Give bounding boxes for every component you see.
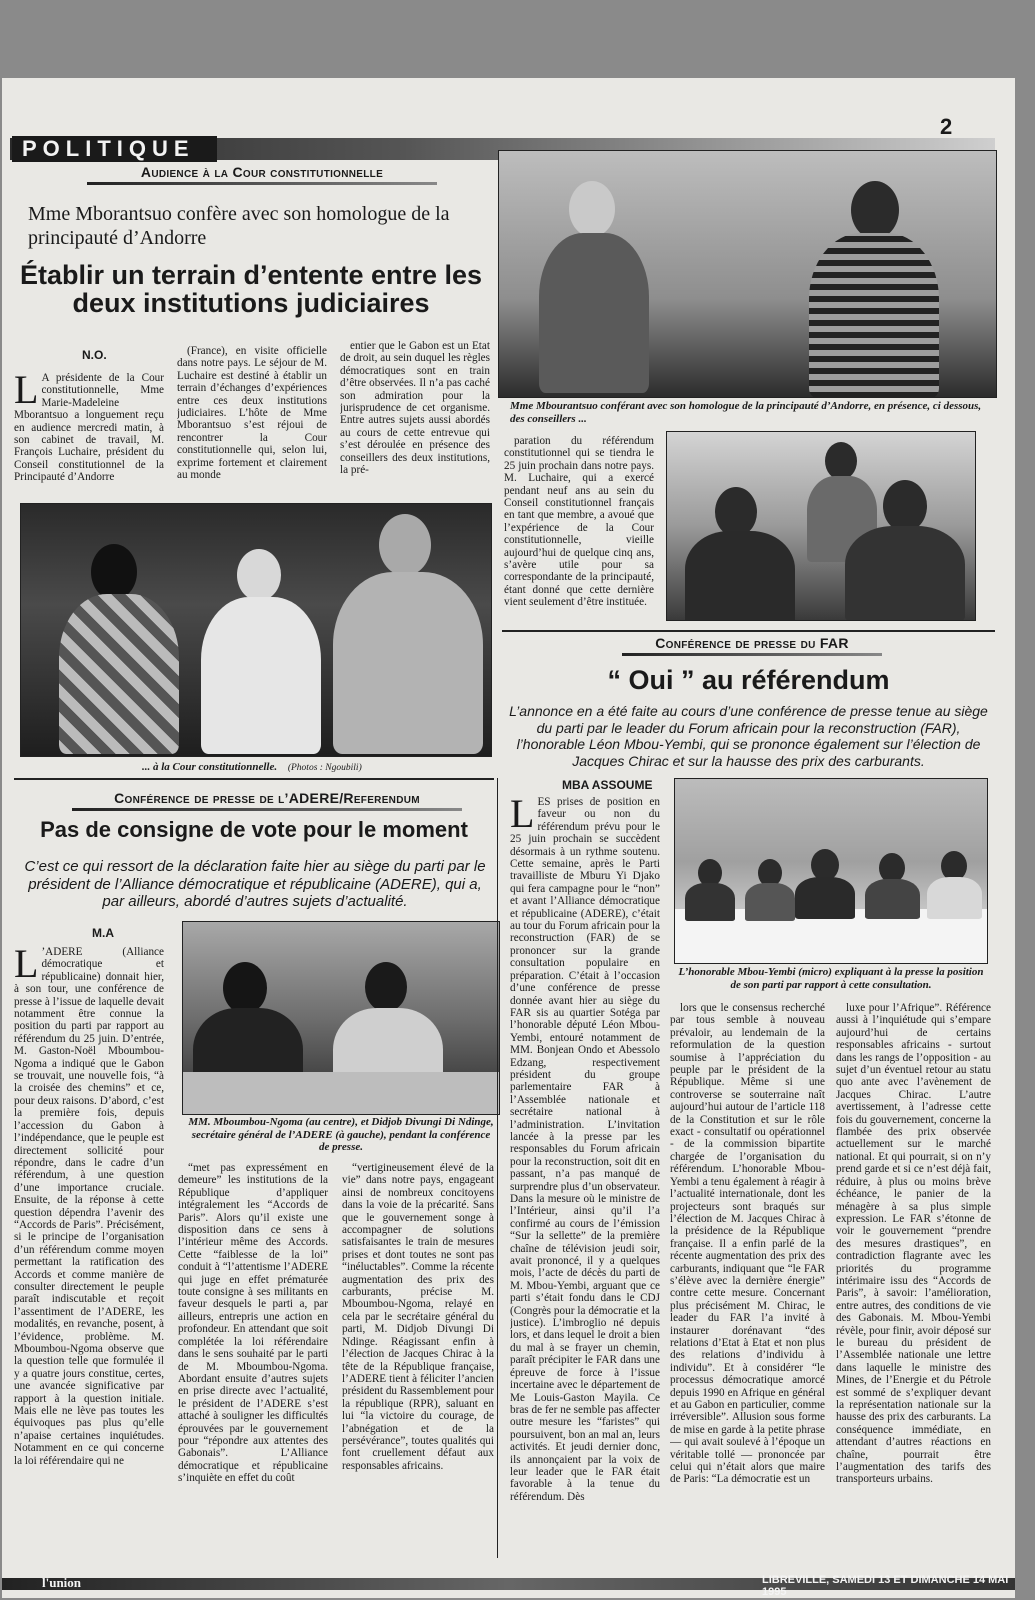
article1-subhead: Mme Mborantsuo confère avec son homologue de la principauté d’Andorre	[28, 203, 450, 249]
article3-kicker-rule	[622, 653, 882, 656]
article1-col3-text: entier que le Gabon est un Etat de droit, au sein duquel les règles démocratiques sont en train d’être observées. Il n’a pas caché son admiration pour la jurisprudence de cet organisme. Entre autres sujets aussi abordés au cours de cette entrevue qui s’est déroulée en présence des conseillers des deux institutions, la pré-	[340, 340, 490, 477]
photo1-caption: Mme Mbourantsuo conférant avec son homologue de la principauté d’Andorre, en présence, ci dessous, des conseillers ...	[510, 400, 982, 425]
person-far-1	[685, 859, 735, 919]
article3-col3	[836, 1002, 991, 1556]
article2-headline: Pas de consigne de vote pour le moment	[40, 817, 468, 842]
person-luchaire	[539, 181, 649, 391]
article2-col3-text: “vertigineusement élevé de la vie” dans notre pays, engageant ainsi de nombreux concitoyens dans la voie de la précarité. Sans que le gouvernement songe à accompagner de solutions satisfaisantes le train de mesures prises et dont toutes ne sont pas “inéluctables”. Comme la récente augmentation des prix des carburants, précise M. Mboumbou-Ngoma, relayé en cela par le secrétaire général du parti, M. Didjob Divungi Di Ndinge. Réagissant enfin à l’élection de Jacques Chirac à la tête de la République française, l’ADERE tient à féliciter l’ancien président du Rassemblement pour la république (RPR), saluant en lui “la victoire du courage, de l’abnégation et de la persévérance”, toutes qualités qui font cruellement défaut aux responsables africains.	[342, 1162, 494, 1472]
person-mborantsuo	[809, 181, 939, 396]
article3-col1-text: ES prises de position en faveur ou non du référendum prévu pour le 25 juin prochain se succèdent désormais à un rythme soutenu. Cette semaine, après le Parti travailliste de Mburu Yi Djako qui fera campagne pour le “non” et avant l’Alliance démocratique et républicaine (ADERE), c’était au tour du Forum africain pour la reconstruction (FAR) de se prononcer sur la grande consultation populaire en préparation. C’était à l’occasion d’une conférence de presse donnée avant hier au siège du FAR sis au quartier Sotéga par l’honorable député Léon Mbou-Yembi, entouré notamment de MM. Bonjean Ondo et Abessolo Edzang, respectivement président du groupe parlementaire FAR à l’Assemblée nationale et secrétaire national à l’administration. L’invitation lancée à la presse par les responsables du Forum africain pour la reconstruction, soit dit en passant, n’a pas manqué de surprendre plus d’un observateur. Dans la mesure où le ministre de l’Intérieur, ainsi qu’il l’a confirmé au cours de l’émission “Sur la sellette” de la première chaîne de télévision jeudi soir, avait prononcé, il y a quelques mois, l’acte de décès du parti de M. Mbou-Yembi, arguant que ce parti s’était fondu dans le CDJ (Congrès pour la démocratie et la justice). L’imbroglio né depuis lors, et dans lequel le droit a bien du mal à se frayer un chemin, paraît précipiter le FAR dans une épreuve de force à l’issue incertaine avec le département de Me Louis-Gaston Mayila. Ce bras de fer ne semble pas affecter outre mesure les “faristes” qui poursuivent, bon an mal an, leurs activités. Et jeudi dernier donc, ils annonçaient par la voix de leur leader que le FAR était favorable à la tenue du référendum. Dès	[510, 796, 660, 1503]
dropcap-L3: L	[14, 946, 39, 986]
article1-col3	[340, 340, 490, 489]
newspaper-page	[2, 78, 1015, 1598]
article2-col1	[14, 946, 164, 1556]
divider-right-article3	[502, 630, 995, 632]
adere-table	[183, 1072, 499, 1114]
article3-kicker: Conférence de presse du FAR	[655, 635, 849, 651]
article2-col2-text: “met pas expressément en demeure” les institutions de la République d’appliquer intégralement les “Accords de Paris”. Alors qu’il existe une disposition dans ce sens à l’intérieur même des Accords. Cette “faiblesse de la loi” conduit à “l’attentisme l’ADERE qui juge en effet prématurée toute consigne à ses militants en faveur desquels le parti a, par ailleurs, entrepris une action en profondeur. En attendant que soit complétée la loi référendaire dans le sens souhaité par le parti de M. Mboumbou-Ngoma. Abordant ensuite d’autres sujets en prise directe avec l’actualité, le président de l’ADERE s’est attaché à souligner les difficultés éprouvées par le gouvernement pour “répondre aux attentes des Gabonais”. L’Alliance démocratique et républicaine s’inquiète en effet du coût	[178, 1162, 328, 1485]
article2-byline: M.A	[92, 926, 114, 940]
photo-adere-conference	[182, 921, 500, 1115]
footer-logo: l'union	[42, 1575, 82, 1590]
person-far-4	[865, 853, 920, 919]
article1-col4-text: paration du référendum constitutionnel qui se tiendra le 25 juin prochain dans notre pays. M. Luchaire, qui a exercé pendant neuf ans au sein du Conseil constitutionnel français en tant que membre, a avoué que l’expérience de la Cour constitutionnelle, vieille aujourd’hui de quelque cinq ans, s’avère utile pour sa correspondante de la principauté, étant donné que cette dernière vient seulement d’être instituée.	[504, 435, 654, 609]
article3-headline: “ Oui ” au référendum	[607, 665, 890, 695]
article3-col3-text: luxe pour l’Afrique”. Référence aussi à l’inquiétude qui s’empare aujourd’hui de certains responsables africains - surtout dans les rangs de l’opposition - au sujet d’un éventuel retour au statu quo ante avec l’avènement de Jacques Chirac. L’autre avertissement, à l’adresse cette fois du gouvernement, concerne la flambée des prix observée actuellement sur le marché national. Et qui pourrait, si on n’y prend garde et si ce n’est déjà fait, réduire, à plus ou moins brève échéance, le panier de la ménagère à sa plus simple expression. Le FAR s’étonne de voir le gouvernement “prendre des mesures drastiques”, en contradiction flagrante avec les priorités du programme intérimaire issu des “Accords de Paris”, à savoir: l’amélioration, entre autres, des conditions de vie des Gabonais. M. Mbou-Yembi révèle, pour finir, avoir déposé sur le bureau du président de l’Assemblée nationale une lettre dans laquelle le ministre des Mines, de l’Energie et du Pétrole est sommé de s’expliquer devant la représentation nationale sur la hausse des prix des carburants. La conséquence immédiate, en attendant d’autres réactions en chaîne, pourrait être l’augmentation des tarifs des transporteurs urbains.	[836, 1002, 991, 1486]
article1-col1	[14, 372, 164, 489]
photo-audience-andorre	[498, 150, 997, 398]
person-woman-white	[201, 549, 321, 754]
person-conseiller-1	[685, 487, 795, 621]
photo-adere-caption: MM. Mboumbou-Ngoma (au centre), et Didjob Divungi Di Ndinge, secrétaire général de l’ADERE (à gauche), pendant la conférence de presse.	[188, 1116, 494, 1153]
article3-col2-text: lors que le consensus recherché par tous semble à nouveau prévaloir, au lendemain de la reformulation de la question soumise à l’appréciation du peuple par le président de la République. Même si une controverse se souterraine naît aujourd’hui autour de l’article 118 de la Constitution et sur le rôle exact - consultatif ou opérationnel - de la commission bipartite chargée de l’organisation du référendum. L’honorable Mbou-Yembi a tenu également à réagir à l’actualité internationale, dont les projecteurs sont braqués sur l’élection de M. Jacques Chirac à la présidence de la République française. Il a enfin parlé de la récente augmentation des prix des carburants, indiquant que “le FAR s’élève avec la dernière énergie” contre cette mesure. Concernant plus précisément M. Chirac, le leader du FAR l’a invité à instaurer dorénavant “des relations d’Etat à Etat et non plus des relations d’individu à individu”. Et à considérer “le processus démocratique amorcé depuis 1990 en Afrique en général et au Gabon en particulier, comme irréversible”. Allusion sous forme de mise en garde à la petite phrase — qui avait soulevé à l’époque un véritable tollé — prononcée par celui qui n’était alors que maire de Paris: “La démocratie est un	[670, 1002, 825, 1486]
person-far-5	[927, 851, 982, 919]
photo-cour-constitutionnelle	[20, 503, 492, 757]
person-conseiller-3	[845, 480, 965, 620]
photo3-caption	[142, 761, 492, 775]
article2-col2	[178, 1162, 328, 1556]
section-label: POLITIQUE	[12, 136, 217, 162]
person-mbou-yembi	[795, 849, 855, 919]
column-divider	[497, 778, 498, 1558]
page-number: 2	[940, 114, 953, 139]
article2-kicker-rule	[72, 808, 462, 811]
divider-left-article1	[14, 778, 494, 780]
person-far-2	[745, 859, 795, 919]
dropcap-L2: L	[510, 796, 535, 836]
article3-byline: MBA ASSOUME	[562, 778, 653, 792]
dropcap-L: L	[14, 372, 39, 412]
article1-col2-text: (France), en visite officielle dans notre pays. Le séjour de M. Luchaire est destiné à établir un terrain d’échanges d’expériences entre ces deux institutions judiciaires. L’hôte de Mme Mborantsuo s’est réjoui de rencontrer la Cour constitutionnelle qui, selon lui, exprime fortement et clairement au monde	[177, 345, 327, 482]
article1-col2	[177, 345, 327, 489]
photo3-credit: (Photos : Ngoubili)	[287, 763, 362, 773]
article2-col1-text: ’ADERE (Alliance démocratique et républicaine) donnait hier, à son tour, une conférence de presse à l’issue de laquelle devait notamment être connue la position du parti par rapport au référendum du 25 juin. D’entrée, M. Gaston-Noël Mboumbou-Ngoma a indiqué que le Gabon se trouvait, une nouvelle fois, “à la croisée des chemins” et ce, pour deux raisons. D’abord, c’est la première fois, depuis l’accession du Gabon à l’indépendance, que le peuple est directement sollicité pour répondre, dans le cadre d’un référendum, à une question d’une importance cruciale. Ensuite, de la réponse à cette question dépendra l’avenir des “Accords de Paris”. Précisément, si le principe de l’organisation d’un référendum comme moyen permettant la ratification des Accords et comme manière de consulter directement le peuple paraît indiscutable et reçoit l’assentiment de l’ADERE, les modalités, en revanche, posent, à l’évidence, problème. M. Mboumbou-Ngoma observe que la question telle que formulée il y a quatre jours constitue, certes, une avancée significative par rapport à la question initiale. Mais elle ne lève pas toutes les équivoques pas plus qu’elle n’apaise certaines inquiétudes. Notamment en ce qui concerne la loi référendaire qui ne	[14, 946, 164, 1467]
article1-headline: Établir un terrain d’entente entre les deux institutions judiciaires	[19, 260, 483, 319]
article1-kicker: Audience à la Cour constitutionnelle	[140, 164, 384, 180]
article2-deck: C’est ce qui ressort de la déclaration faite hier au siège du parti par le président de l’Alliance démocratique et républicaine (ADERE), qui a, par ailleurs, abordé d’autres sujets d’actualité.	[24, 858, 486, 911]
photo3-caption-text: ... à la Cour constitutionnelle.	[142, 761, 278, 773]
article1-byline: N.O.	[82, 348, 107, 362]
photo-far-conference	[674, 778, 988, 964]
article3-col1	[510, 796, 660, 1556]
person-man-suit	[333, 514, 483, 754]
article1-col4	[504, 435, 654, 620]
article2-kicker: Conférence de presse de l’ADERE/Referendum	[114, 790, 420, 806]
photo-conseillers	[666, 431, 976, 621]
article3-deck: L’annonce en a été faite au cours d’une conférence de presse tenue au siège du parti par le leader du Forum africain pour la reconstruction (FAR), l’honorable Léon Mbou-Yembi, qui se prononce également sur l’élection de Jacques Chirac et sur la hausse des prix des carburants.	[509, 703, 988, 769]
person-mborantsuo-seated	[59, 544, 179, 754]
photo-far-caption: L’honorable Mbou-Yembi (micro) expliquant à la presse la position de son parti par rapport à cette consultation.	[678, 966, 984, 991]
article1-kicker-rule	[87, 182, 437, 185]
footer-date: LIBREVILLE, SAMEDI 13 ET DIMANCHE 14 MAI 1995	[762, 1574, 1009, 1598]
article3-col2	[670, 1002, 825, 1556]
article2-col3	[342, 1162, 494, 1556]
article1-col1-text: A présidente de la Cour constitutionnelle, Mme Marie-Madeleine Mborantsuo a longuement reçu en audience mercredi matin, à son cabinet de travail, M. François Luchaire, président du Conseil constitutionnel de la Principauté d’Andorre	[14, 372, 164, 484]
